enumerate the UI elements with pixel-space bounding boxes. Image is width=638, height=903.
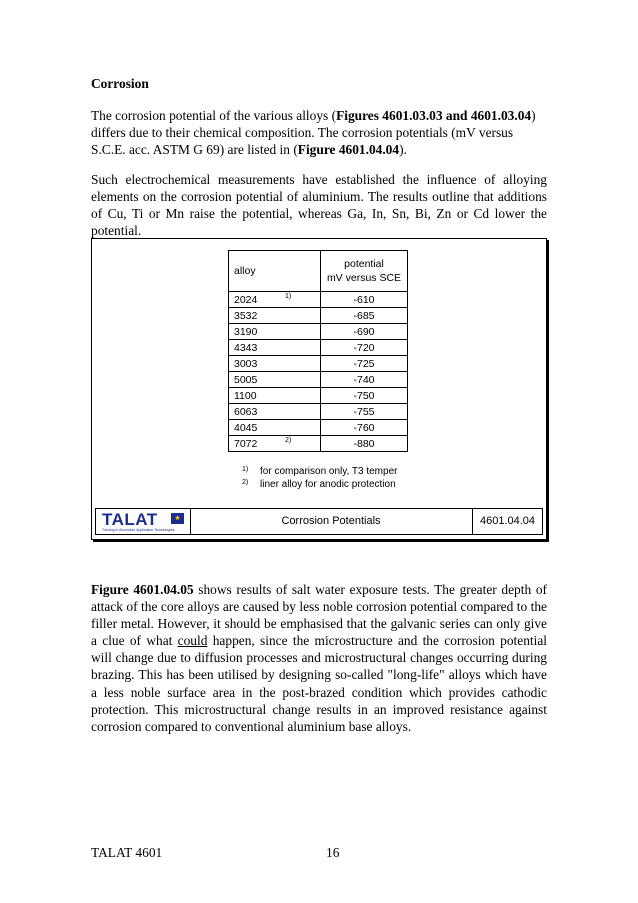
table-row	[229, 436, 408, 452]
text-span: ) differs due to their chemical composition. The corrosion potentials (mV versus S.C.E. acc. ASTM G 69) are listed in (	[91, 108, 536, 157]
paragraph-alloying-elements: Such electrochemical measurements have established the influence of alloying elements on the corrosion potential of aluminium. The results outline that additions of Cu, Ti or Mn raise the potential, whereas Ga, In, Sn, Bi, Zn or Cd lower the potential.	[91, 172, 547, 238]
cell-alloy	[229, 292, 321, 308]
table-row	[229, 420, 408, 436]
cell-potential: -740	[321, 372, 408, 388]
table-header-row	[229, 251, 408, 292]
alloy-designation: 3190	[234, 325, 258, 338]
text-span: shows results of salt water exposure tests. The greater depth of attack of the core alloys are caused by less noble corrosion potential compared to the filler metal. However, it should be emphasised that the galvanic series can only give a clue of what	[91, 582, 547, 649]
alloy-designation: 3532	[234, 309, 258, 322]
cell-potential: -720	[321, 340, 408, 356]
footnote-mark: 2)	[242, 479, 249, 486]
table-body	[229, 292, 408, 452]
header-potential-line2: mV versus SCE	[326, 272, 402, 284]
alloy-designation: 3003	[234, 357, 258, 370]
figure-number: 4601.04.04	[479, 515, 536, 527]
footer-document-id: TALAT 4601	[91, 845, 163, 860]
table-row	[229, 308, 408, 324]
table-row	[229, 292, 408, 308]
alloy-designation: 1100	[234, 389, 257, 402]
alloy-designation: 6063	[234, 405, 258, 418]
text-span: ).	[399, 142, 407, 157]
header-potential	[321, 251, 408, 292]
table-row	[229, 404, 408, 420]
logo-text: TALAT	[102, 510, 158, 529]
cell-alloy	[229, 388, 321, 404]
logo-subtitle: Training in Aluminium Application Technologies	[102, 528, 175, 532]
footnote-text: for comparison only, T3 temper	[260, 466, 398, 477]
potentials-table	[228, 250, 408, 452]
cell-alloy	[229, 308, 321, 324]
cell-alloy	[229, 324, 321, 340]
table-row	[229, 324, 408, 340]
header-alloy: alloy	[229, 251, 321, 292]
table-row	[229, 356, 408, 372]
cell-potential: -760	[321, 420, 408, 436]
figure-footer	[95, 508, 543, 535]
alloy-designation: 4343	[234, 341, 258, 354]
cell-potential: -610	[321, 292, 408, 308]
cell-potential: -725	[321, 356, 408, 372]
alloy-designation: 4045	[234, 421, 258, 434]
header-potential-line1: potential	[344, 258, 384, 270]
cell-potential: -755	[321, 404, 408, 420]
cell-alloy	[229, 356, 321, 372]
alloy-designation: 5005	[234, 373, 258, 386]
alloy-designation: 2024	[234, 293, 258, 306]
text-span: happen, since the microstructure and the corrosion potential will change due to diffusion processes and microstructural changes occurring during brazing. This has been utilised by designing so-called "long-life" alloys which have a less noble surface area in the post-brazed condition which provides cathodic protection. This microstructural change results in an improved resistance against corrosion compared to conventional aluminium base alloys.	[91, 633, 547, 734]
footnote	[242, 478, 397, 491]
row-footnote-mark: 1)	[285, 293, 292, 300]
figure-reference: Figure 4601.04.05	[91, 582, 194, 597]
cell-potential: -880	[321, 436, 408, 452]
footnote-mark: 1)	[242, 466, 249, 473]
section-heading: Corrosion	[91, 76, 149, 91]
cell-alloy	[229, 436, 321, 452]
cell-potential: -690	[321, 324, 408, 340]
figure-corrosion-potentials	[91, 238, 547, 540]
row-footnote-mark: 2)	[285, 437, 292, 444]
cell-alloy	[229, 340, 321, 356]
text-span: The corrosion potential of the various alloys (	[91, 108, 337, 123]
footnote-text: liner alloy for anodic protection	[260, 479, 396, 490]
cell-potential: -685	[321, 308, 408, 324]
cell-alloy	[229, 420, 321, 436]
cell-alloy	[229, 404, 321, 420]
underlined-word: could	[177, 633, 208, 649]
cell-alloy	[229, 372, 321, 388]
talat-logo	[96, 509, 191, 534]
footnotes	[242, 465, 397, 491]
table-row	[229, 388, 408, 404]
cell-potential: -750	[321, 388, 408, 404]
figure-reference: Figures 4601.03.03 and 4601.03.04	[336, 108, 532, 123]
footnote	[242, 465, 397, 478]
table-row	[229, 340, 408, 356]
table-row	[229, 372, 408, 388]
paragraph-corrosion-potential	[91, 107, 547, 158]
paragraph-salt-water-tests	[91, 581, 547, 735]
alloy-designation: 7072	[234, 437, 258, 450]
figure-title: Corrosion Potentials	[190, 509, 473, 534]
figure-reference: Figure 4601.04.04	[297, 142, 400, 157]
page-number: 16	[326, 845, 340, 860]
eu-flag-icon: ★	[171, 513, 184, 524]
